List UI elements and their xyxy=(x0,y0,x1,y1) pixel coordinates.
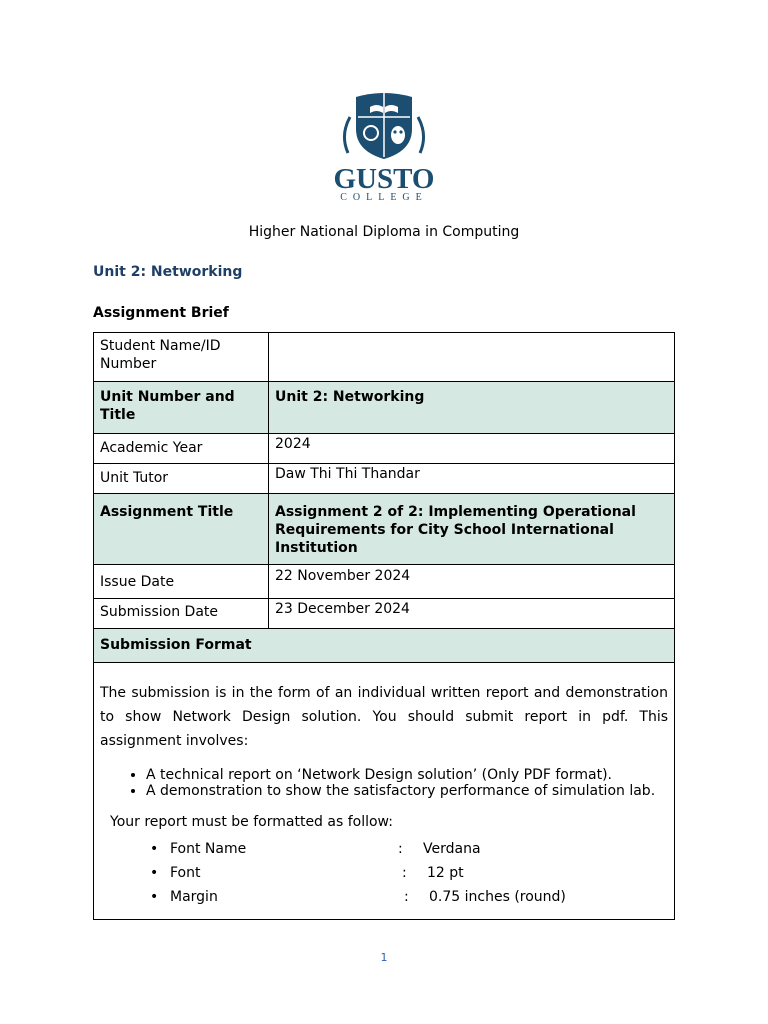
format-name: Font Name xyxy=(170,841,247,857)
row-value: Unit 2: Networking xyxy=(269,382,675,434)
diploma-title: Higher National Diploma in Computing xyxy=(248,224,520,240)
list-item xyxy=(100,885,668,909)
assignment-brief-table xyxy=(93,332,675,920)
unit-heading: Unit 2: Networking xyxy=(93,264,243,280)
list-item: • A technical report on ‘Network Design solution’ (Only PDF format). xyxy=(146,767,668,783)
row-label: Unit Number and Title xyxy=(94,382,269,434)
submission-paragraph: The submission is in the form of an individual written report and demonstration to show Network Design solution. You should submit report in pdf. This assignment involves: xyxy=(100,685,668,749)
row-value: 23 December 2024 xyxy=(269,599,675,629)
logo-name: GUSTO xyxy=(333,163,435,195)
row-label: Assignment Title xyxy=(94,494,269,565)
logo-subtitle: COLLEGE xyxy=(340,192,428,203)
list-item: • A demonstration to show the satisfactory performance of simulation lab. xyxy=(146,783,668,799)
row-label: Student Name/ID Number xyxy=(94,333,269,382)
submission-format-heading: Submission Format xyxy=(94,629,675,663)
page-number: 1 xyxy=(380,951,388,964)
row-value: Assignment 2 of 2: Implementing Operational Requirements for City School International Institution xyxy=(269,494,675,565)
deliverables-list xyxy=(100,767,668,799)
table-row xyxy=(94,494,675,565)
format-colon: : xyxy=(402,865,407,881)
format-colon: : xyxy=(398,841,403,857)
format-value: Verdana xyxy=(423,841,481,857)
bullet-icon: • xyxy=(150,889,159,905)
table-row xyxy=(94,333,675,382)
row-value: 22 November 2024 xyxy=(269,565,675,599)
format-name: Margin xyxy=(170,889,218,905)
table-row xyxy=(94,599,675,629)
submission-format-row xyxy=(94,663,675,920)
format-intro: Your report must be formatted as follow: xyxy=(110,814,393,830)
table-row xyxy=(94,629,675,663)
row-label: Academic Year xyxy=(94,434,269,464)
bullet-icon: • xyxy=(150,841,159,857)
row-label: Issue Date xyxy=(94,565,269,599)
row-label: Unit Tutor xyxy=(94,464,269,494)
format-name: Font xyxy=(170,865,201,881)
table-row xyxy=(94,434,675,464)
row-value: Daw Thi Thi Thandar xyxy=(269,464,675,494)
row-value: 2024 xyxy=(269,434,675,464)
row-label: Submission Date xyxy=(94,599,269,629)
format-value: 12 pt xyxy=(427,865,464,881)
submission-format-body xyxy=(94,663,675,920)
college-logo xyxy=(328,87,440,203)
format-colon: : xyxy=(404,889,409,905)
bullet-icon: • xyxy=(150,865,159,881)
list-item xyxy=(100,837,668,861)
assignment-brief-heading: Assignment Brief xyxy=(93,305,229,321)
format-list xyxy=(100,837,668,909)
format-value: 0.75 inches (round) xyxy=(429,889,566,905)
row-value xyxy=(269,333,675,382)
list-item xyxy=(100,861,668,885)
table-row xyxy=(94,464,675,494)
table-row xyxy=(94,565,675,599)
table-row xyxy=(94,382,675,434)
